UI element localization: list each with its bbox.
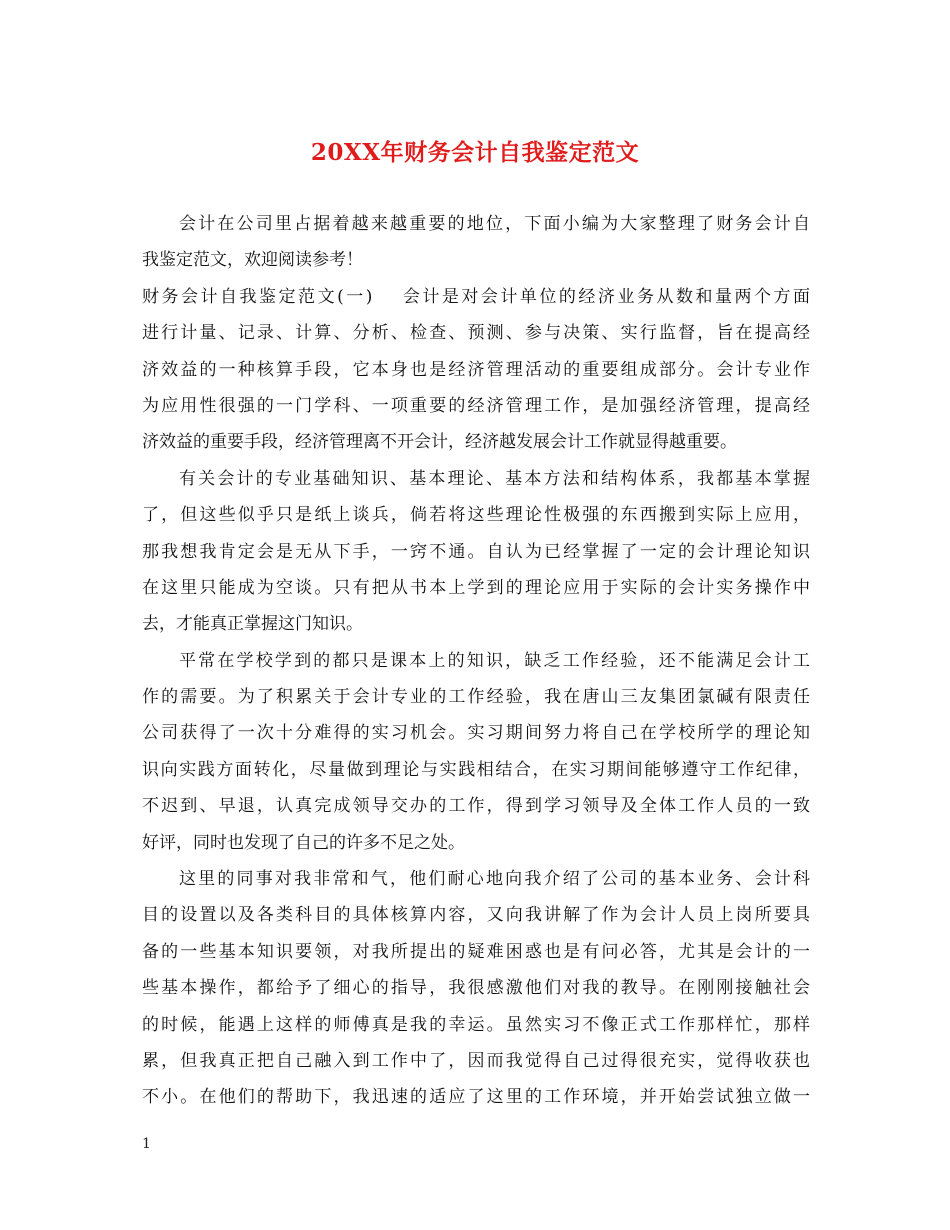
paragraph-line: 济效益的一种核算手段，它本身也是经济管理活动的重要组成部分。会计专业作 bbox=[142, 359, 810, 380]
section-heading: 财务会计自我鉴定范文(一) bbox=[142, 286, 373, 307]
paragraph-line: 好评，同时也发现了自己的许多不足之处。 bbox=[142, 832, 465, 853]
paragraph-line: 在这里只能成为空谈。只有把从书本上学到的理论应用于实际的会计实务操作中 bbox=[142, 577, 810, 598]
paragraph-line: 为应用性很强的一门学科、一项重要的经济管理工作，是加强经济管理，提高经 bbox=[142, 395, 810, 416]
document-body bbox=[142, 206, 810, 1116]
paragraph-line: 平常在学校学到的都只是课本上的知识，缺乏工作经验，还不能满足会计工 bbox=[179, 650, 810, 671]
document-title: 20XX年财务会计自我鉴定范文 bbox=[310, 139, 640, 166]
paragraph-line: 济效益的重要手段，经济管理离不开会计，经济越发展会计工作就显得越重要。 bbox=[142, 432, 737, 453]
paragraph-line: 的时候，能遇上这样的师傅真是我的幸运。虽然实习不像正式工作那样忙，那样 bbox=[142, 1014, 810, 1035]
paragraph-line: 会计在公司里占据着越来越重要的地位，下面小编为大家整理了财务会计自 bbox=[179, 214, 810, 234]
paragraph-line: 我鉴定范文，欢迎阅读参考！ bbox=[142, 250, 363, 271]
paragraph-line-text: 会计是对会计单位的经济业务从数和量两个方面 bbox=[400, 286, 811, 307]
paragraph-line bbox=[142, 279, 810, 315]
paragraph-line: 公司获得了一次十分难得的实习机会。实习期间努力将自己在学校所学的理论知 bbox=[142, 723, 810, 744]
paragraph-line: 目的设置以及各类科目的具体核算内容，又向我讲解了作为会计人员上岗所要具 bbox=[142, 905, 810, 926]
paragraph-line: 那我想我肯定会是无从下手，一窍不通。自认为已经掌握了一定的会计理论知识 bbox=[142, 541, 810, 562]
paragraph-line: 了，但这些似乎只是纸上谈兵，倘若将这些理论性极强的东西搬到实际上应用， bbox=[142, 505, 810, 526]
paragraph-line: 些基本操作，都给予了细心的指导，我很感激他们对我的教导。在刚刚接触社会 bbox=[142, 978, 810, 999]
paragraph-line: 这里的同事对我非常和气，他们耐心地向我介绍了公司的基本业务、会计科 bbox=[179, 869, 810, 890]
page-number: 1 bbox=[142, 1136, 151, 1152]
paragraph-line: 有关会计的专业基础知识、基本理论、基本方法和结构体系，我都基本掌握 bbox=[179, 468, 810, 489]
paragraph-line: 不小。在他们的帮助下，我迅速的适应了这里的工作环境，并开始尝试独立做一 bbox=[142, 1087, 810, 1108]
paragraph-line: 进行计量、记录、计算、分析、检查、预测、参与决策、实行监督，旨在提高经 bbox=[142, 323, 810, 344]
paragraph-line: 作的需要。为了积累关于会计专业的工作经验，我在唐山三友集团氯碱有限责任 bbox=[142, 687, 810, 708]
paragraph-line: 识向实践方面转化，尽量做到理论与实践相结合，在实习期间能够遵守工作纪律， bbox=[142, 759, 810, 780]
paragraph-line: 不迟到、早退，认真完成领导交办的工作，得到学习领导及全体工作人员的一致 bbox=[142, 796, 810, 817]
paragraph-line: 累，但我真正把自己融入到工作中了，因而我觉得自己过得很充实，觉得收获也 bbox=[142, 1050, 810, 1071]
paragraph-line: 备的一些基本知识要领，对我所提出的疑难困惑也是有问必答，尤其是会计的一 bbox=[142, 941, 810, 962]
paragraph-line: 去，才能真正掌握这门知识。 bbox=[142, 614, 363, 635]
